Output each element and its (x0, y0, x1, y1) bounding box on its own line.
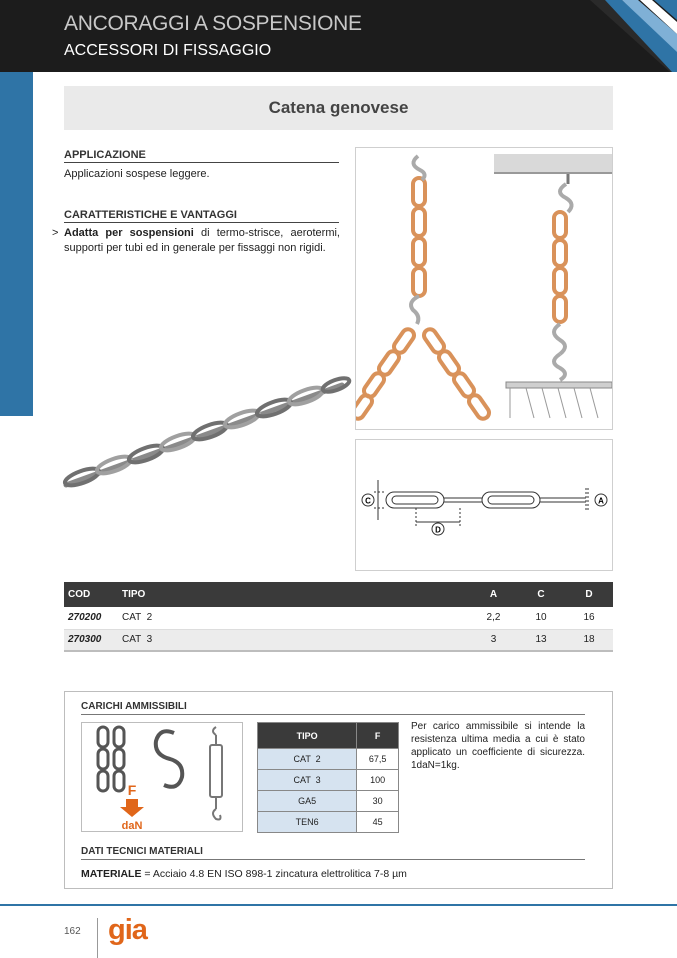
feature-item (52, 226, 340, 256)
product-table (64, 582, 613, 652)
loads-cell-f: 100 (357, 770, 399, 791)
table-row (258, 812, 399, 833)
load-icons-frame (81, 722, 243, 832)
col-a: A (470, 582, 517, 607)
left-accent-bar (0, 72, 33, 416)
footer-line (0, 904, 677, 906)
down-arrow-icon (120, 799, 144, 817)
page-header (0, 0, 677, 72)
cell-c: 13 (517, 629, 565, 651)
cell-c: 10 (517, 607, 565, 629)
table-row (258, 770, 399, 791)
loads-box (64, 691, 613, 889)
label-c: C (365, 496, 371, 506)
footer-separator (97, 918, 98, 958)
header-stripes-decoration (560, 0, 677, 72)
header-title: ANCORAGGI A SOSPENSIONE (64, 12, 362, 35)
application-photo-frame (355, 147, 613, 430)
dimension-diagram-frame (355, 439, 613, 571)
force-label: F (127, 782, 137, 798)
application-text: Applicazioni sospese leggere. (64, 168, 210, 180)
material-label: MATERIALE (81, 868, 142, 880)
col-tipo: TIPO (118, 582, 470, 607)
unit-label: daN (121, 820, 143, 831)
loads-cell-tipo: CAT 2 (258, 749, 357, 770)
features-heading: CARATTERISTICHE E VANTAGGI (64, 209, 339, 223)
loads-cell-f: 45 (357, 812, 399, 833)
col-c: C (517, 582, 565, 607)
table-row (64, 629, 613, 651)
cell-d: 18 (565, 629, 613, 651)
application-heading: APPLICAZIONE (64, 149, 339, 163)
product-table-header (64, 582, 613, 607)
load-icons (82, 723, 242, 831)
loads-cell-tipo: TEN6 (258, 812, 357, 833)
cell-cod: 270200 (64, 607, 118, 629)
dimension-diagram (356, 440, 612, 570)
loads-cell-tipo: GA5 (258, 791, 357, 812)
cell-d: 16 (565, 607, 613, 629)
material-line (81, 868, 407, 880)
loads-cell-f: 30 (357, 791, 399, 812)
brand-logo: gia (108, 914, 147, 946)
tech-heading: DATI TECNICI MATERIALI (81, 846, 585, 860)
turnbuckle-icon (210, 727, 222, 820)
feature-text: di termo-strisce, aerotermi, supporti per tubi ed in generale per fissaggi non rigidi. (64, 227, 340, 254)
header-subtitle: ACCESSORI DI FISSAGGIO (64, 42, 272, 59)
col-cod: COD (64, 582, 118, 607)
label-d: D (435, 525, 441, 535)
cell-a: 3 (470, 629, 517, 651)
cell-tipo: CAT 3 (118, 629, 470, 651)
loads-note: Per carico ammissibile si intende la resistenza ultima media a cui è stato applicato un coefficiente di sicurezza. 1daN=1kg. (411, 721, 585, 771)
feature-bold: Adatta per sospensioni (64, 227, 194, 239)
product-title: Catena genovese (268, 98, 409, 117)
loads-cell-tipo: CAT 3 (258, 770, 357, 791)
cell-tipo: CAT 2 (118, 607, 470, 629)
chain-photo (62, 365, 352, 495)
page-number: 162 (64, 926, 81, 937)
loads-col-f: F (357, 723, 399, 749)
material-text: = Acciaio 4.8 EN ISO 898-1 zincatura elettrolitica 7-8 µm (141, 868, 407, 880)
cell-cod: 270300 (64, 629, 118, 651)
loads-table (257, 722, 399, 833)
table-row (64, 607, 613, 629)
loads-col-tipo: TIPO (258, 723, 357, 749)
table-row (258, 749, 399, 770)
label-a: A (598, 496, 604, 506)
bullet-arrow: > (52, 227, 59, 239)
col-d: D (565, 582, 613, 607)
s-hook-icon (156, 731, 182, 787)
application-illustration (356, 148, 612, 429)
loads-heading: CARICHI AMMISSIBILI (81, 701, 585, 715)
table-row (258, 791, 399, 812)
cell-a: 2,2 (470, 607, 517, 629)
product-title-box (64, 86, 613, 130)
loads-cell-f: 67,5 (357, 749, 399, 770)
